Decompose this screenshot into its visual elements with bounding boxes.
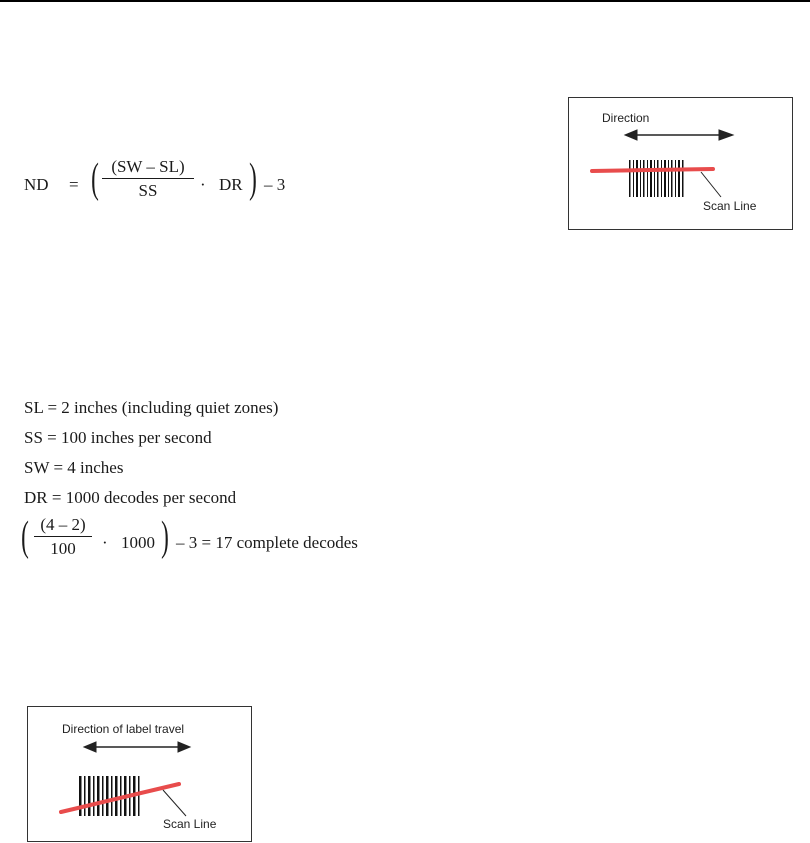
barcode-icon [629, 160, 684, 197]
nd-formula [24, 156, 324, 210]
formula-minus: – 3 [264, 175, 286, 194]
figure-top-graphic [569, 98, 792, 229]
formula-term: DR [219, 175, 243, 194]
example-line-sw: SW = 4 inches [24, 458, 124, 477]
formula-close-paren: ) [249, 156, 257, 202]
formula-denominator: SS [138, 181, 158, 200]
direction-arrow-icon [84, 742, 190, 752]
scan-line-pointer [163, 790, 186, 816]
calc-result: – 3 = 17 complete decodes [176, 533, 358, 552]
figure-travel-label: Direction of label travel [62, 722, 185, 736]
fraction-bar [102, 178, 194, 179]
calc-term: 1000 [121, 533, 155, 552]
figure-scan-direction [568, 97, 793, 230]
scan-line-pointer [701, 172, 721, 197]
figure-direction-label: Direction [602, 111, 650, 125]
calc-denominator: 100 [50, 539, 76, 558]
example-line-ss: SS = 100 inches per second [24, 428, 212, 447]
direction-arrow-icon [625, 130, 733, 140]
calc-numerator: (4 – 2) [40, 515, 86, 534]
formula-fraction [102, 158, 194, 199]
figure-bottom-scan-line-label: Scan Line [163, 817, 217, 831]
formula-lhs: ND [24, 175, 49, 194]
calc-fraction [34, 516, 92, 557]
formula-open-paren: ( [91, 156, 99, 202]
formula-equals: = [69, 175, 79, 194]
calc-close-paren: ) [161, 514, 169, 560]
formula-numerator: (SW – SL) [111, 157, 185, 176]
formula-dot: · [200, 175, 206, 194]
calc-dot: · [102, 533, 108, 552]
example-line-sl: SL = 2 inches (including quiet zones) [24, 398, 279, 417]
example-line-dr: DR = 1000 decodes per second [24, 488, 237, 507]
calc-open-paren: ( [21, 514, 29, 560]
example-calculation [21, 514, 424, 568]
figure-label-travel [27, 706, 252, 842]
page-top-rule [0, 0, 810, 2]
figure-scan-line-label: Scan Line [703, 199, 757, 213]
figure-bottom-graphic [28, 707, 251, 841]
calc-fraction-bar [34, 536, 92, 537]
scan-line-icon [592, 169, 713, 171]
